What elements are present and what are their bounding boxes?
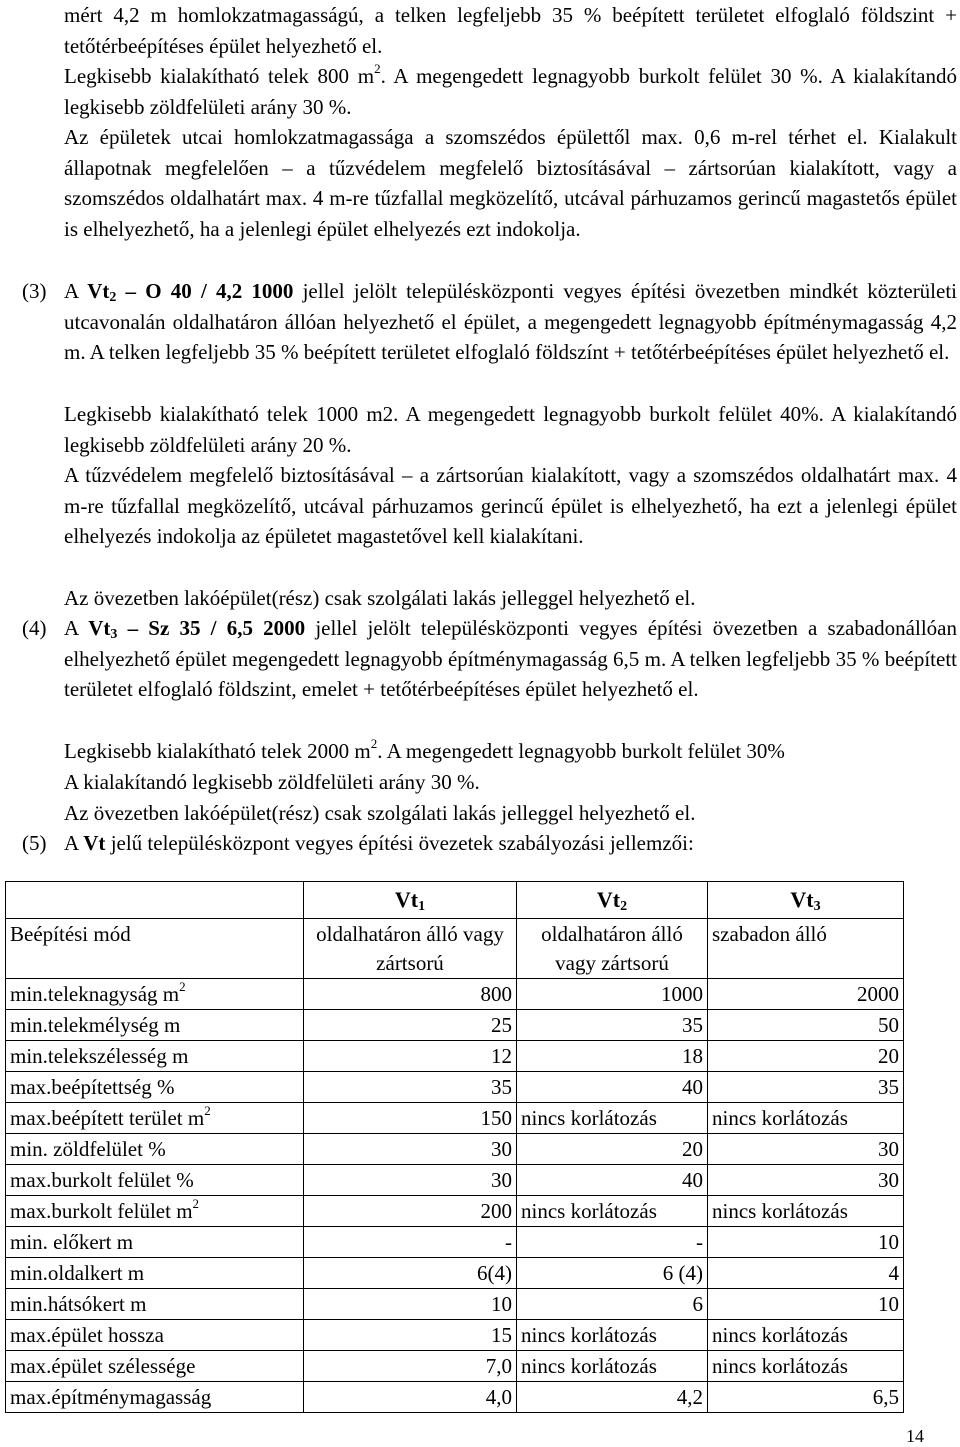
paragraph-3-residential: Az övezetben lakóépület(rész) csak szolgálati lakás jelleggel helyezhető el. <box>64 586 696 610</box>
table-cell: szabadon álló <box>708 919 904 979</box>
table-cell-label: max.beépítettség % <box>6 1072 304 1103</box>
table-row-building-mode <box>6 919 904 979</box>
table-cell: oldalhatáron álló vagy zártsorú <box>517 919 708 979</box>
table-cell-label: max.épület szélessége <box>6 1351 304 1382</box>
table-cell: 150 <box>304 1103 517 1134</box>
paragraph-4-lot: Legkisebb kialakítható telek 2000 $m^2$. A megengedett legnagyobb burkolt felület 30% <box>64 736 785 763</box>
table-cell: nincs korlátozás <box>517 1196 708 1227</box>
paragraph-5-number: (5) <box>22 831 47 855</box>
table-row <box>6 1134 904 1165</box>
table-cell: 6(4) <box>304 1258 517 1289</box>
table-row <box>6 1072 904 1103</box>
table-cell: - <box>517 1227 708 1258</box>
table-cell-label: min. zöldfelület % <box>6 1134 304 1165</box>
table-cell-label: min.telekszélesség m <box>6 1041 304 1072</box>
table-cell: 4 <box>708 1258 904 1289</box>
intro-line-2: Legkisebb kialakítható telek 800 $m^2$. A megengedett legnagyobb burkolt felület 30 %. A kialakítandó legkisebb zöldfelületi arány 30 %. <box>64 61 957 119</box>
table-cell: 35 <box>517 1010 708 1041</box>
intro-line-1: mért 4,2 m homlokzatmagasságú, a telken legfeljebb 35 % beépített területet elfoglaló földszint + tetőtérbeépítéses épület helyezhető el. <box>64 3 957 58</box>
table-cell: 10 <box>304 1289 517 1320</box>
table-cell: nincs korlátozás <box>708 1351 904 1382</box>
table-cell: 18 <box>517 1041 708 1072</box>
table-cell: 6 <box>517 1289 708 1320</box>
table-cell: 25 <box>304 1010 517 1041</box>
table-row <box>6 1258 904 1289</box>
paragraph-3-lot: Legkisebb kialakítható telek 1000 m2. A megengedett legnagyobb burkolt felület 40%. A kialakítandó legkisebb zöldfelületi arány 20 %. <box>64 402 957 457</box>
zone-code-vt2: $Vt_2$ – O 40 / 4,2 1000 <box>87 279 294 305</box>
table-cell: 6 (4) <box>517 1258 708 1289</box>
table-cell-label: min.hátsókert m <box>6 1289 304 1320</box>
table-header-vt3: $Vt_3$ <box>708 882 904 919</box>
table-cell-label: max.épület hossza <box>6 1320 304 1351</box>
table-cell: 4,0 <box>304 1382 517 1413</box>
table-row <box>6 1227 904 1258</box>
table-cell: 35 <box>708 1072 904 1103</box>
table-row <box>6 979 904 1010</box>
table-cell: 30 <box>304 1165 517 1196</box>
table-cell-label: max.építménymagasság <box>6 1382 304 1413</box>
table-cell: 200 <box>304 1196 517 1227</box>
table-cell: 15 <box>304 1320 517 1351</box>
table-cell: 20 <box>517 1134 708 1165</box>
table-cell: nincs korlátozás <box>708 1103 904 1134</box>
table-cell: 50 <box>708 1010 904 1041</box>
paragraph-4-main: A $Vt_3$ – Sz 35 / 6,5 2000 jellel jelölt településközponti vegyes építési övezetben a szabadonállóan elhelyezhető épület megengedett legnagyobb építménymagasság 6,5 m. A telken legfeljebb 35 % beépített területet elfoglaló földszint, emelet + tetőtérbeépítéses épület helyezhető el. <box>64 616 957 702</box>
paragraph-3-main: A $Vt_2$ – O 40 / 4,2 1000 jellel jelölt településközponti vegyes építési övezetben mindkét közterületi utcavonalán oldalhatáron állóan helyezhető el épület, a megengedett legnagyobb építménymagasság 4,2 m. A telken legfeljebb 35 % beépített területet elfoglaló földszínt + tetőtérbeépítéses épület helyezhető el. <box>64 279 958 365</box>
table-cell: 10 <box>708 1227 904 1258</box>
table-cell: 40 <box>517 1165 708 1196</box>
table-cell: oldalhatáron álló vagy zártsorú <box>304 919 517 979</box>
table-cell-label: min.teleknagyság $m^2$ <box>6 979 304 1010</box>
table-cell-label: Beépítési mód <box>6 919 304 979</box>
table-row <box>6 1289 904 1320</box>
table-cell: - <box>304 1227 517 1258</box>
table-row <box>6 1041 904 1072</box>
zone-code-vt: Vt <box>83 831 106 855</box>
table-cell: 30 <box>708 1134 904 1165</box>
table-row <box>6 1010 904 1041</box>
table-cell: 6,5 <box>708 1382 904 1413</box>
paragraph-3-number: (3) <box>22 279 47 303</box>
table-cell: 4,2 <box>517 1382 708 1413</box>
table-row <box>6 1165 904 1196</box>
paragraph-4-residential: Az övezetben lakóépület(rész) csak szolgálati lakás jelleggel helyezhető el. <box>64 801 696 825</box>
table-header-vt1: $Vt_1$ <box>304 882 517 919</box>
table-cell-label: max.beépített terület $m^2$ <box>6 1103 304 1134</box>
table-cell: 800 <box>304 979 517 1010</box>
table-cell: nincs korlátozás <box>708 1320 904 1351</box>
table-cell: 30 <box>708 1165 904 1196</box>
table-cell: 2000 <box>708 979 904 1010</box>
table-cell: 40 <box>517 1072 708 1103</box>
table-header-row <box>6 882 904 919</box>
table-cell: 35 <box>304 1072 517 1103</box>
table-cell-label: max.burkolt felület $m^2$ <box>6 1196 304 1227</box>
table-cell-label: min. előkert m <box>6 1227 304 1258</box>
paragraph-3-fire: A tűzvédelem megfelelő biztosításával – a zártsorúan kialakított, vagy a szomszédos oldalhatárt max. 4 m-re tűzfallal megközelítő, utcával párhuzamos gerincű épület is elhelyezhető, ha ezt a jelenlegi épület elhelyezés indokolja az épületet magastetővel kell kialakítani. <box>64 463 957 549</box>
table-cell-label: min.telekmélység m <box>6 1010 304 1041</box>
table-cell: 12 <box>304 1041 517 1072</box>
table-cell: nincs korlátozás <box>708 1196 904 1227</box>
paragraph-5-main: A Vt jelű településközpont vegyes építési övezetek szabályozási jellemzői: <box>64 831 694 855</box>
page-number: 14 <box>906 1426 924 1446</box>
table-cell-label: min.oldalkert m <box>6 1258 304 1289</box>
table-cell: nincs korlátozás <box>517 1103 708 1134</box>
table-cell: 10 <box>708 1289 904 1320</box>
intro-line-3: Az épületek utcai homlokzatmagassága a szomszédos épülettől max. 0,6 m-rel térhet el. Kialakult állapotnak megfelelően – a tűzvédelem megfelelő biztosításával – zártsorúan kialakított, vagy a szomszédos oldalhatárt max. 4 m-re tűzfallal megközelítő, utcával párhuzamos gerincű magastetős épület is elhelyezhető, ha a jelenlegi épület elhelyezés ezt indokolja. <box>64 125 957 242</box>
paragraph-4-number: (4) <box>22 616 47 640</box>
table-row <box>6 1196 904 1227</box>
table-row <box>6 1103 904 1134</box>
table-cell: 30 <box>304 1134 517 1165</box>
table-cell-label: max.burkolt felület % <box>6 1165 304 1196</box>
table-cell: 1000 <box>517 979 708 1010</box>
table-row <box>6 1320 904 1351</box>
table-cell: 7,0 <box>304 1351 517 1382</box>
table-row <box>6 1382 904 1413</box>
table-row <box>6 1351 904 1382</box>
zone-code-vt3: $Vt_3$ – Sz 35 / 6,5 2000 <box>88 616 306 642</box>
table-header-empty <box>6 882 304 919</box>
regulation-table <box>5 881 904 1413</box>
paragraph-4-green: A kialakítandó legkisebb zöldfelületi arány 30 %. <box>64 770 480 794</box>
table-header-vt2: $Vt_2$ <box>517 882 708 919</box>
table-cell: nincs korlátozás <box>517 1351 708 1382</box>
table-cell: nincs korlátozás <box>517 1320 708 1351</box>
table-cell: 20 <box>708 1041 904 1072</box>
